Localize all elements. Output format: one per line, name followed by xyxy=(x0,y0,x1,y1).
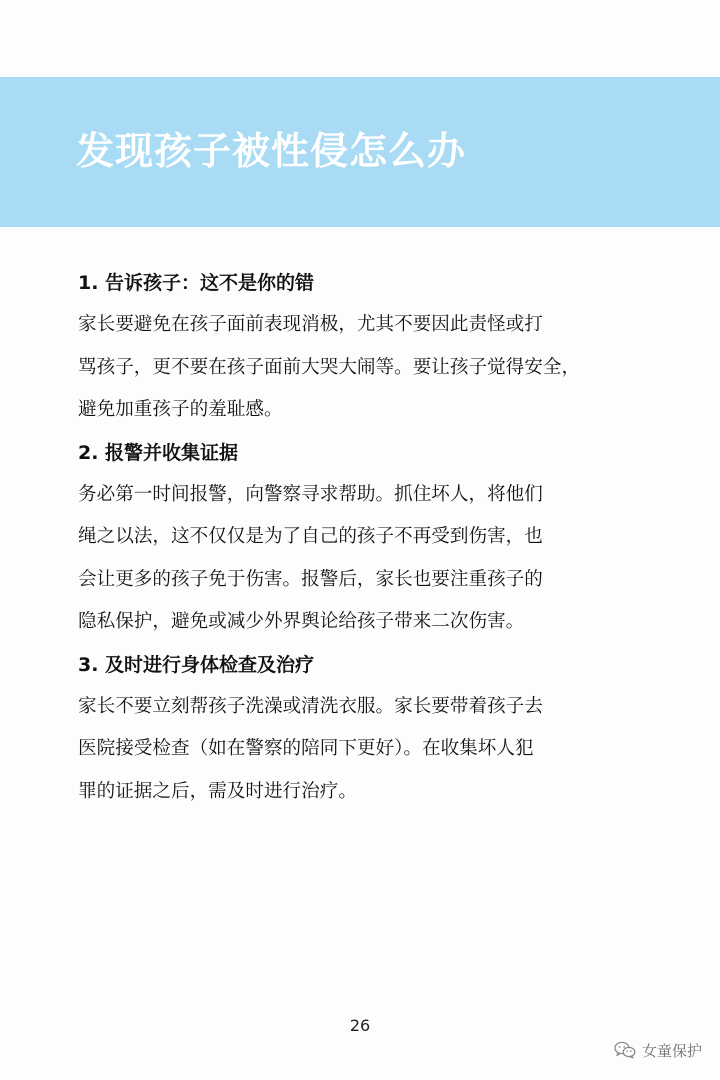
article-content xyxy=(78,262,648,813)
section-heading: 2. 报警并收集证据 xyxy=(78,441,239,464)
section-paragraph xyxy=(78,474,648,644)
paragraph-line: 隐私保护，避免或减少外界舆论给孩子带来二次伤害。 xyxy=(78,611,525,632)
page-title: 发现孩子被性侵怎么办 xyxy=(76,129,467,173)
paragraph-line: 会让更多的孩子免于伤害。报警后，家长也要注重孩子的 xyxy=(78,568,543,590)
section-heading: 3. 及时进行身体检查及治疗 xyxy=(78,653,315,676)
section-tell-child xyxy=(78,262,648,432)
paragraph-line: 骂孩子，更不要在孩子面前大哭大闹等。要让孩子觉得安全， xyxy=(78,356,581,378)
watermark-text: 女童保护 xyxy=(641,1041,702,1060)
wechat-icon xyxy=(614,1041,636,1059)
paragraph-line: 罪的证据之后，需及时进行治疗。 xyxy=(78,780,357,802)
paragraph-line: 绳之以法，这不仅仅是为了自己的孩子不再受到伤害，也 xyxy=(78,526,543,547)
section-paragraph xyxy=(78,304,648,432)
watermark xyxy=(614,1038,702,1062)
paragraph-line: 医院接受检查（如在警察的陪同下更好）。在收集坏人犯 xyxy=(78,738,534,759)
title-banner xyxy=(0,77,720,227)
section-heading: 1. 告诉孩子：这不是你的错 xyxy=(78,272,315,294)
paragraph-line: 家长要避免在孩子面前表现消极，尤其不要因此责怪或打 xyxy=(78,314,543,335)
paragraph-line: 务必第一时间报警，向警察寻求帮助。抓住坏人，将他们 xyxy=(78,483,543,505)
paragraph-line: 避免加重孩子的羞耻感。 xyxy=(78,399,283,420)
section-medical-check xyxy=(78,644,648,814)
section-report-police xyxy=(78,432,648,644)
page-number: 26 xyxy=(349,1016,371,1035)
paragraph-line: 家长不要立刻帮孩子洗澡或清洗衣服。家长要带着孩子去 xyxy=(78,695,543,717)
section-paragraph xyxy=(78,686,648,814)
